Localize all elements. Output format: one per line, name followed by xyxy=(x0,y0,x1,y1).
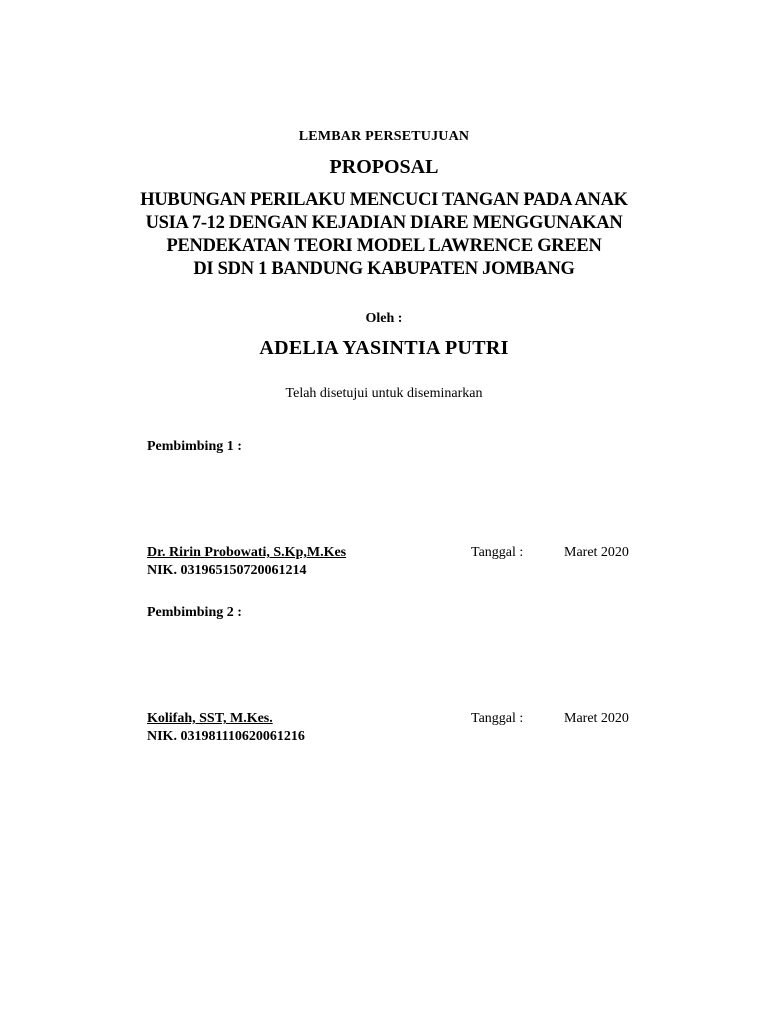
title-line: DI SDN 1 BANDUNG KABUPATEN JOMBANG xyxy=(193,259,575,279)
sheet-label: LEMBAR PERSETUJUAN xyxy=(298,129,470,144)
supervisor-2-date-value: Maret 2020 xyxy=(564,711,629,726)
supervisor-2-date-label: Tanggal : xyxy=(471,711,524,726)
supervisor-2-heading: Pembimbing 2 : xyxy=(147,605,242,620)
title-line: PENDEKATAN TEORI MODEL LAWRENCE GREEN xyxy=(166,236,602,256)
supervisor-2-name: Kolifah, SST, M.Kes. xyxy=(147,711,273,726)
author-name: ADELIA YASINTIA PUTRI xyxy=(259,337,509,359)
supervisor-1-heading: Pembimbing 1 : xyxy=(147,439,242,454)
supervisor-1-nik: NIK. 031965150720061214 xyxy=(147,563,307,578)
supervisor-1-name: Dr. Ririn Probowati, S.Kp,M.Kes xyxy=(147,545,347,560)
title-line: USIA 7-12 DENGAN KEJADIAN DIARE MENGGUNAKAN xyxy=(145,213,623,233)
by-label: Oleh : xyxy=(365,311,403,326)
title-line: HUBUNGAN PERILAKU MENCUCI TANGAN PADA ANAK xyxy=(140,190,628,210)
supervisor-2-nik: NIK. 031981110620061216 xyxy=(147,729,305,744)
supervisor-1-date-value: Maret 2020 xyxy=(564,545,629,560)
document-type: PROPOSAL xyxy=(329,156,439,178)
supervisor-1-date-label: Tanggal : xyxy=(471,545,524,560)
proposal-title xyxy=(0,189,768,281)
approval-statement: Telah disetujui untuk diseminarkan xyxy=(285,386,483,401)
